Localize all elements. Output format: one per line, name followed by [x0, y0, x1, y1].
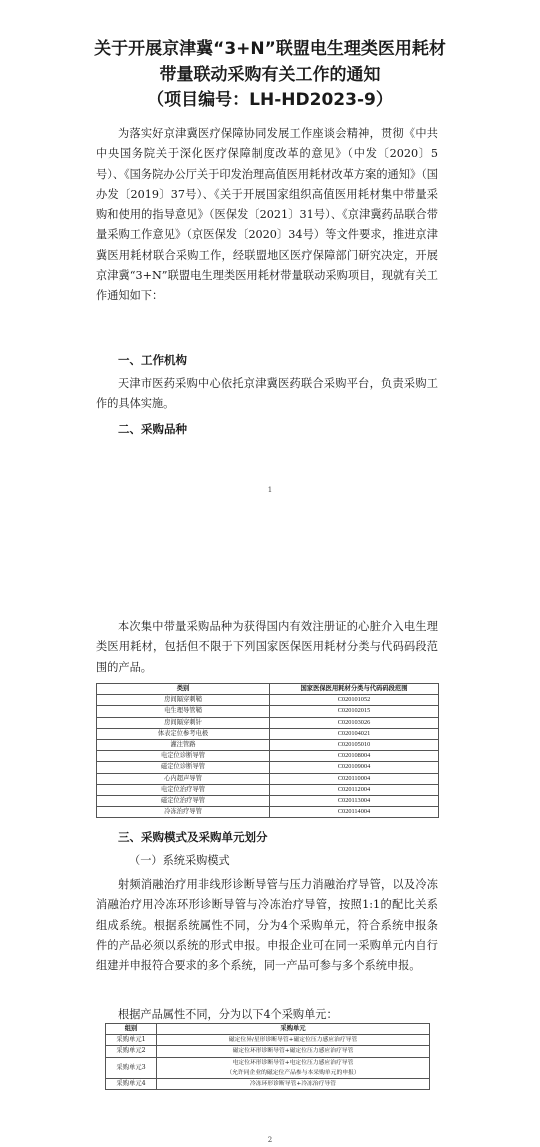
- table-cell: C020114004: [270, 807, 439, 818]
- table-cell: 电定位环形诊断导管+电定位压力感应治疗导管 （允许同企业的磁定位产品参与本采购单元的申报）: [157, 1057, 430, 1078]
- table-cell: 磁定位诊断导管: [97, 762, 270, 773]
- page-number: 2: [267, 1136, 273, 1144]
- table-cell: 磁定位环形诊断导管+磁定位压力感应治疗导管: [157, 1046, 430, 1057]
- table-cell: 采购单元2: [106, 1046, 157, 1057]
- table-header: 采购单元: [157, 1024, 430, 1035]
- section2-heading: 二、采购品种: [118, 422, 187, 436]
- table-cell: 磁定位异/星形诊断导管+磁定位压力感应治疗导管: [157, 1035, 430, 1046]
- table-row: [106, 1078, 430, 1089]
- section3-text: 射频消融治疗用非线形诊断导管与压力消融治疗导管，以及冷冻消融治疗用冷冻环形诊断导管与冷冻治疗导管，按照1:1的配比关系组成系统。根据系统属性不同，分为4个采购单元，符合系统申报条件的产品必须以系统的形式申报。申报企业可在同一采购单元内自行组建并申报符合要求的多个系统，同一产品可参与多个系统申报。: [96, 878, 438, 973]
- table-cell: 采购单元3: [106, 1057, 157, 1078]
- section3-heading: 三、采购模式及采购单元划分: [118, 830, 268, 844]
- table-cell: C020109004: [270, 762, 439, 773]
- table-cell: C020108004: [270, 751, 439, 762]
- table-cell: 电定位治疗导管: [97, 784, 270, 795]
- table-cell: C020112004: [270, 784, 439, 795]
- intro-paragraph: 为落实好京津冀医疗保障协同发展工作座谈会精神，贯彻《中共中央国务院关于深化医疗保障制度改革的意见》（中发〔2020〕5号）、《国务院办公厅关于印发治理高值医用耗材改革方案的通知》（国办发〔2019〕37号）、《关于开展国家组织高值医用耗材集中带量采购和使用的指导意见》（医保发〔2021〕31号）、《京津冀药品联合带量采购工作意见》（京医保发〔2020〕34号）等文件要求，推进京津冀医用耗材联合采购工作，经联盟地区医疗保障部门研究决定，开展京津冀“3+N”联盟电生理类医用耗材带量联动采购项目，现就有关工作通知如下：: [96, 127, 438, 303]
- section3-unit-intro: 根据产品属性不同，分为以下4个采购单元：: [118, 1008, 338, 1021]
- table-row: [97, 717, 439, 728]
- section1-text: 天津市医药采购中心依托京津冀医药联合采购平台，负责采购工作的具体实施。: [96, 377, 438, 411]
- table-row: [97, 773, 439, 784]
- table-cell: C020102015: [270, 706, 439, 717]
- table-header: 国家医保医用耗材分类与代码码段范围: [270, 684, 439, 695]
- table-header: 类别: [97, 684, 270, 695]
- table-row: [106, 1057, 430, 1078]
- table-cell: 心内超声导管: [97, 773, 270, 784]
- table-row: [97, 728, 439, 739]
- section3-subheading: （一）系统采购模式: [129, 854, 230, 867]
- table-cell: 冷冻治疗导管: [97, 807, 270, 818]
- notice-title-line1: 关于开展京津冀“3+N”联盟电生理类医用耗材: [94, 39, 446, 59]
- section2-text: 本次集中带量采购品种为获得国内有效注册证的心脏介入电生理类医用耗材，包括但不限于下列国家医保医用耗材分类与代码码段范围的产品。: [96, 620, 438, 674]
- procurement-unit-table: [105, 1023, 430, 1090]
- category-code-table: [96, 683, 439, 818]
- table-cell: C020104021: [270, 728, 439, 739]
- table-row: [97, 695, 439, 706]
- table-row: [97, 795, 439, 806]
- table-cell: C020103026: [270, 717, 439, 728]
- table-cell: 房间隔穿刺鞘: [97, 695, 270, 706]
- table-cell: 磁定位治疗导管: [97, 795, 270, 806]
- table-cell: C020110004: [270, 773, 439, 784]
- table-row: [97, 706, 439, 717]
- table-row: [106, 1035, 430, 1046]
- section1-heading: 一、工作机构: [118, 353, 187, 367]
- table-cell: 房间隔穿刺针: [97, 717, 270, 728]
- table-cell: 灌注管路: [97, 739, 270, 750]
- table-row: [97, 751, 439, 762]
- table-row: [97, 739, 439, 750]
- table-cell: C020101052: [270, 695, 439, 706]
- table-cell: 采购单元1: [106, 1035, 157, 1046]
- table-cell: C020113004: [270, 795, 439, 806]
- table-cell: 冷冻环形诊断导管+冷冻治疗导管: [157, 1078, 430, 1089]
- page-number: 1: [267, 486, 273, 494]
- table-header: 组别: [106, 1024, 157, 1035]
- table-row: [106, 1046, 430, 1057]
- notice-project-number: （项目编号：LH-HD2023-9）: [147, 90, 393, 110]
- notice-title-line2: 带量联动采购有关工作的通知: [159, 65, 381, 85]
- table-row: [97, 807, 439, 818]
- table-cell: 电定位诊断导管: [97, 751, 270, 762]
- table-cell: C020105010: [270, 739, 439, 750]
- table-row: [97, 784, 439, 795]
- table-cell: 采购单元4: [106, 1078, 157, 1089]
- table-cell: 电生理导管鞘: [97, 706, 270, 717]
- table-row: [97, 762, 439, 773]
- table-cell: 体表定位参考电极: [97, 728, 270, 739]
